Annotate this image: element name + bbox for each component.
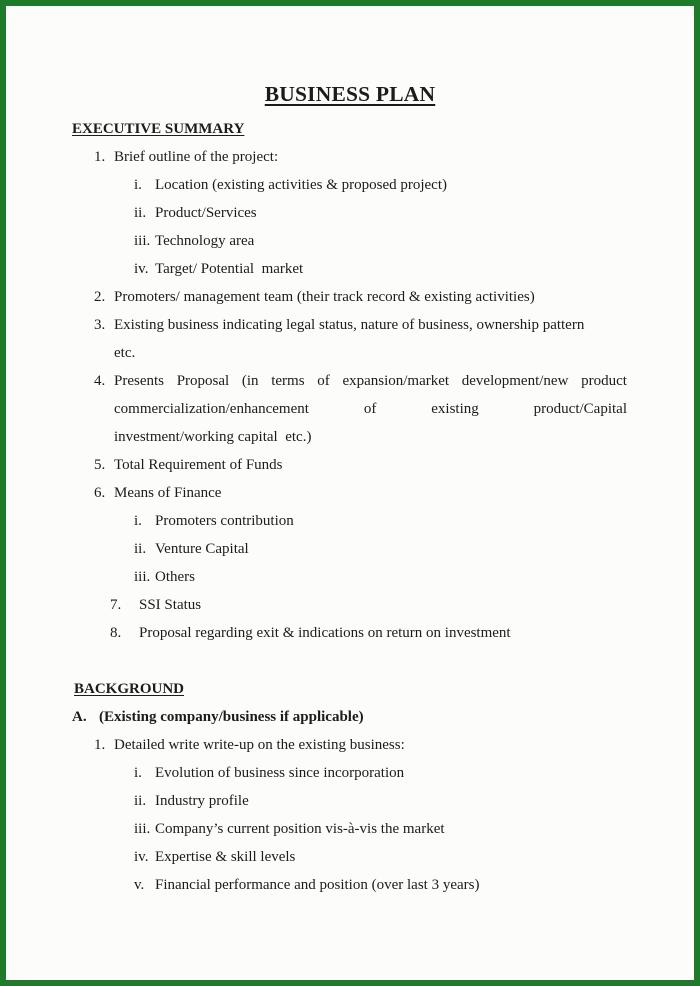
background-heading: BACKGROUND [74,681,185,697]
sub-item-text: Financial performance and position (over last 3 years) [155,877,480,893]
list-item-number: 2. [94,289,106,305]
justified-line-1 [114,372,627,390]
list-item-number: 8. [110,625,122,641]
word: product/Capital [533,401,627,417]
sub-item-number: iii. [134,233,151,249]
word: (in [241,373,259,389]
word: Presents [114,373,164,389]
sub-item-text: Location (existing activities & proposed project) [155,177,448,193]
list-item-number: 3. [94,317,106,333]
list-item-text: Detailed write write-up on the existing business: [114,737,405,753]
sub-item-number: i. [134,513,142,529]
sub-item-text: Promoters contribution [155,513,294,529]
sub-item-number: iv. [134,849,149,865]
list-item-number: 6. [94,485,106,501]
sub-item-number: iii. [134,821,151,837]
word: product [581,373,627,389]
word: commercialization/enhancement [114,401,309,417]
sub-item-text: Technology area [155,233,255,249]
justified-line-2 [114,400,627,418]
list-item-number: 7. [110,597,122,613]
sub-item-text: Expertise & skill levels [155,849,296,865]
sub-item-text: Evolution of business since incorporation [155,765,405,781]
sub-item-text: Company’s current position vis-à-vis the market [155,821,445,837]
list-item-number: 5. [94,457,106,473]
sub-item-text: Target/ Potential market [155,261,304,277]
section-a-label: A. [72,709,87,725]
sub-item-text: Venture Capital [155,541,249,557]
list-item-text: Promoters/ management team (their track record & existing activities) [114,289,535,305]
sub-item-number: iv. [134,261,149,277]
word: existing [431,401,479,417]
list-item-text: Total Requirement of Funds [114,457,283,473]
document-page [6,6,694,980]
section-a-text: (Existing company/business if applicable) [99,709,364,725]
document-title: BUSINESS PLAN [264,82,436,106]
word: development/new [461,373,569,389]
list-item-text: Brief outline of the project: [114,149,279,165]
word: Proposal [176,373,230,389]
list-item-number: 4. [94,373,106,389]
list-item-number: 1. [94,149,106,165]
sub-item-number: iii. [134,569,151,585]
word: expansion/market [342,373,450,389]
word: of [363,401,377,417]
sub-item-number: v. [134,877,145,893]
word: of [317,373,330,389]
sub-item-text: Others [155,569,195,585]
sub-item-number: i. [134,765,142,781]
word: terms [271,373,305,389]
sub-item-number: ii. [134,541,147,557]
list-item-text: SSI Status [139,597,202,613]
sub-item-number: i. [134,177,142,193]
list-item-text: Existing business indicating legal status, nature of business, ownership pattern [114,317,585,333]
sub-item-number: ii. [134,205,147,221]
list-item-number: 1. [94,737,106,753]
sub-item-text: Product/Services [155,205,257,221]
sub-item-text: Industry profile [155,793,249,809]
list-item-continuation: etc. [114,345,136,361]
sub-item-number: ii. [134,793,147,809]
list-item-text: Proposal regarding exit & indications on return on investment [139,625,511,641]
executive-summary-heading: EXECUTIVE SUMMARY [72,121,245,137]
list-item-continuation: investment/working capital etc.) [114,429,312,445]
list-item-text: Means of Finance [114,485,222,501]
